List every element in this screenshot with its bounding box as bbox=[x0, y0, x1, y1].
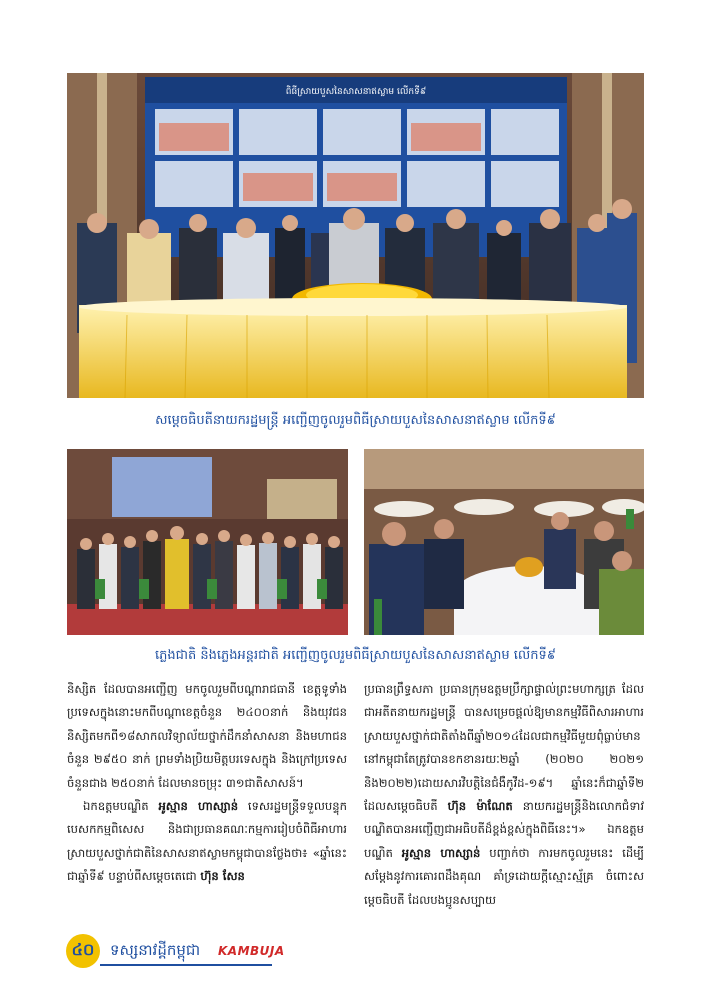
banner-title: ពិធីស្រាយបួសនៃសាសនាឥស្លាម លើកទី៩ bbox=[285, 87, 427, 97]
right-text-1: ប្រធានព្រឹទ្ធសភា ប្រធានក្រុមឧត្តមប្រឹក្សាផ្ទាល់ព្រះមហាក្សត្រ ដែលជាអតីតនាយករដ្ឋមន្ត្រី បានសម្រេចផ្តល់ឱ្យមានកម្មវិធីពិសារអាហារស្រាយបួសថ្នាក់ជាតិតាំងពីឆ្នាំ២០១៤ដែលជាកម្មវិធីមួយពុំធ្លាប់មាននៅកម្ពុជាតែត្រូវបានខកខានរយៈ២ឆ្នាំ (២០២០ ២០២១ និង២០២២)ដោយសារវិបត្តិនៃជំងឺកូវីដ-១៩។ ឆ្នាំនេះក៏ជាឆ្នាំទី២ ដែលសម្តេចធិបតី bbox=[364, 682, 644, 814]
page-number: ៤០ bbox=[66, 934, 100, 968]
photo-guests-tables bbox=[364, 449, 644, 635]
photo-main-ceremony bbox=[67, 73, 644, 398]
left-paragraph-2 bbox=[67, 795, 347, 889]
name-hun-sen: ហ៊ុន សែន bbox=[200, 869, 245, 884]
left-p2-intro: ឯកឧត្តមបណ្ឌិត bbox=[83, 799, 149, 814]
magazine-title: ទស្សនាវដ្តីកម្ពុជា bbox=[110, 941, 201, 959]
article-left-column bbox=[67, 678, 347, 889]
magazine-brand: KAMBUJA bbox=[218, 944, 285, 958]
name-osman-hassan: អូស្មាន ហាស្សាន់ bbox=[158, 799, 239, 814]
caption-middle-photos: ភ្លេងជាតិ និងភ្លេងអន្តរជាតិ អញ្ជើញចូលរួមពិធីស្រាយបួសនៃសាសនាឥស្លាម លើកទី៩ bbox=[155, 648, 556, 663]
right-paragraph bbox=[364, 678, 644, 912]
right-text-3: បញ្ជាក់ថា ការមកចូលរួមនេះ ដើម្បីសម្តែងនូវការគោរពដឹងគុណ គាំទ្រដោយក្តីស្មោះស្ម័គ្រ ចំពោះសម្តេចធិបតី ដែលបងប្អូនសប្បាយ bbox=[364, 845, 644, 907]
name-osman-hassan-2: អូស្មាន ហាស្សាន់ bbox=[401, 845, 481, 860]
name-hun-manet: ហ៊ុន ម៉ាណែត bbox=[447, 799, 513, 814]
photo-anthem-standing bbox=[67, 449, 348, 635]
left-paragraph-1: និស្សិត ដែលបានអញ្ជើញ មកចូលរួមពីបណ្តារាជធានី ខេត្តទូទាំងប្រទេសក្នុងនោះមកពីបណ្តាខេត្តចំនួន ២៤០០នាក់ និងយុវជន និស្សិតមកពី១៨សាកលវិទ្យាល័យថ្នាក់ដឹកនាំសាសនា និងមហាជនចំនួន ២៩៥០ នាក់ ព្រមទាំងប្រិយមិត្តបរទេសក្នុង និងក្រៅប្រទេសចំនួនជាង ២៥០នាក់ ដែលមានចម្រុះ ៣១ជាតិសាសន៍។ bbox=[67, 682, 347, 790]
guests-photo-graphic bbox=[364, 449, 644, 635]
left-p2-body: ទេសរដ្ឋមន្ត្រីទទួលបន្ទុកបេសកកម្មពិសេស និងជាប្រធានគណៈកម្មការរៀបចំពិធីអាហារស្រាយបួសថ្នាក់ជាតិនៃសាសនាឥស្លាមកម្ពុជាបានថ្លែងថា៖ «ឆ្នាំនេះជាឆ្នាំទី៩ បន្ទាប់ពីសម្តេចតេជោ bbox=[67, 799, 348, 884]
footer-divider bbox=[100, 964, 272, 966]
article-right-column bbox=[364, 678, 644, 912]
right-text-2: នាយករដ្ឋមន្ត្រីនិងលោកជំទាវបណ្ឌិតបានអញ្ជើញជាអធិបតីដ៏ខ្ពង់ខ្ពស់ក្នុងពិធីនេះ។» ឯកឧត្តមបណ្ឌិត bbox=[364, 799, 645, 860]
anthem-photo-graphic bbox=[67, 449, 348, 635]
ceremony-photo-graphic bbox=[67, 73, 644, 398]
caption-top-photo: សម្តេចធិបតីនាយករដ្ឋមន្ត្រី អញ្ជើញចូលរួមពិធីស្រាយបួសនៃសាសនាឥស្លាម លើកទី៩ bbox=[155, 413, 556, 428]
